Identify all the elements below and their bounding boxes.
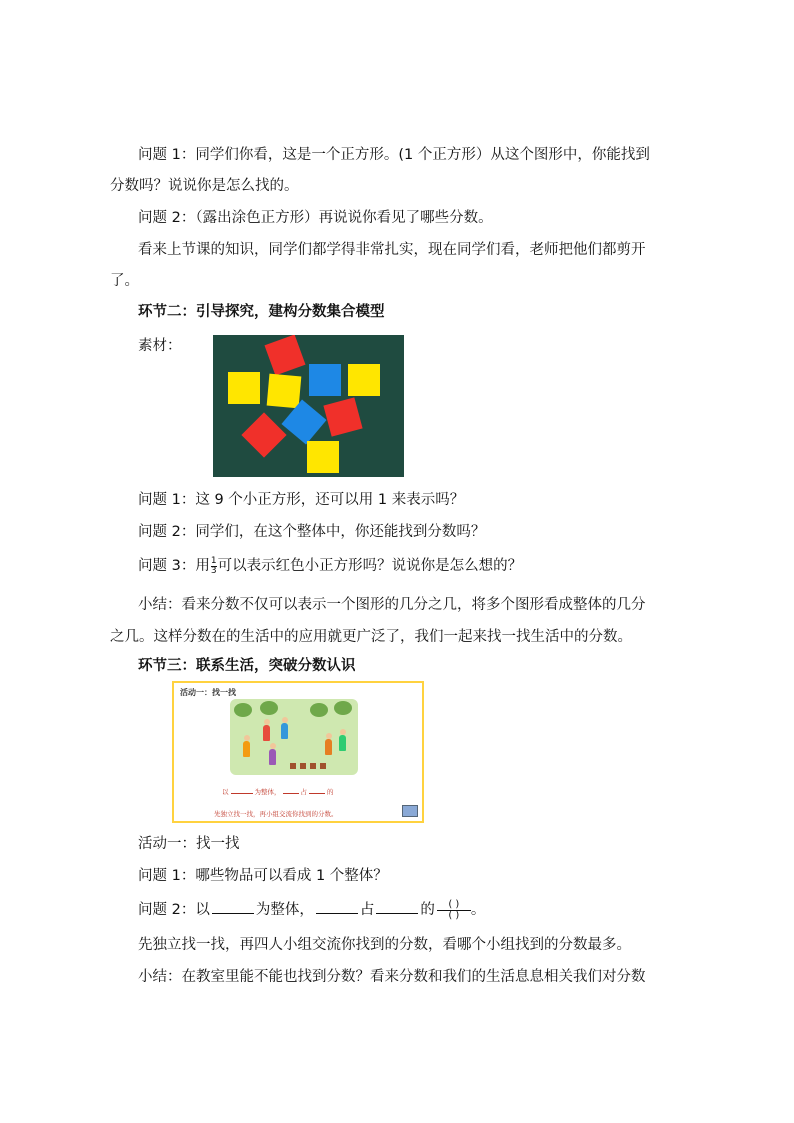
prompt-part: 的 — [327, 788, 334, 796]
question-2: 问题 2：同学们，在这个整体中，你还能找到分数吗？ — [138, 524, 486, 540]
fraction-numerator: ( ) — [448, 898, 460, 910]
activity-image-instruction: 先独立找一找，再小组交流你找到的分数。 — [214, 810, 338, 818]
question-3-suffix: 可以表示红色小正方形吗？说说你是怎么想的？ — [217, 558, 523, 574]
prompt-part: 为整体， — [254, 788, 281, 796]
question-part: 占 — [359, 902, 375, 918]
tree — [334, 701, 352, 715]
question-1: 问题 1：这 9 个小正方形，还可以用 1 来表示吗？ — [138, 492, 465, 508]
yellow-square — [267, 374, 302, 409]
child — [243, 741, 250, 757]
blank — [283, 786, 299, 794]
child — [269, 749, 276, 765]
yellow-square — [228, 372, 260, 404]
fraction-denominator: ( ) — [437, 910, 471, 921]
section2-title: 环节二：引导探究，建构分数集合模型 — [138, 304, 385, 320]
child — [339, 735, 346, 751]
para3-line1: 看来上节课的知识，同学们都学得非常扎实，现在同学们看，老师把他们都剪开 — [138, 242, 646, 258]
activity-title: 活动一：找一找 — [138, 836, 240, 852]
flower-pot — [290, 763, 296, 769]
activity-image-prompt — [222, 786, 334, 796]
instruction: 先独立找一找，再四人小组交流你找到的分数，看哪个小组找到的分数最多。 — [138, 937, 631, 953]
para1-line2: 分数吗？说说你是怎么找的。 — [110, 178, 299, 194]
yellow-square — [348, 364, 380, 396]
red-square — [264, 335, 305, 376]
book-icon — [402, 805, 418, 817]
child — [281, 723, 288, 739]
blank — [316, 899, 358, 914]
flower-pot — [310, 763, 316, 769]
flower-pot — [300, 763, 306, 769]
children-playground-scene — [230, 699, 358, 775]
material-label: 素材： — [138, 338, 182, 354]
summary2: 小结：在教室里能不能也找到分数？看来分数和我们的生活息息相关我们对分数 — [138, 969, 646, 985]
prompt-part: 以 — [222, 788, 229, 796]
activity-question-2 — [138, 899, 485, 921]
blank-fraction — [437, 900, 471, 921]
blank — [376, 899, 418, 914]
fraction-one-third — [211, 557, 217, 576]
tree — [234, 703, 252, 717]
question-part: 为整体， — [255, 902, 314, 918]
summary1-line1: 小结：看来分数不仅可以表示一个图形的几分之几，将多个图形看成整体的几分 — [138, 597, 646, 613]
activity-illustration — [172, 681, 424, 823]
question-end: 。 — [470, 902, 486, 918]
flower-pot — [320, 763, 326, 769]
tree — [260, 701, 278, 715]
activity-question-1: 问题 1：哪些物品可以看成 1 个整体？ — [138, 868, 388, 884]
tree — [310, 703, 328, 717]
fraction-numerator: 1 — [210, 555, 217, 566]
blank — [309, 786, 325, 794]
blue-square — [309, 364, 341, 396]
child — [325, 739, 332, 755]
red-square — [323, 397, 362, 436]
question-part: 问题 2：以 — [138, 902, 210, 918]
child — [263, 725, 270, 741]
fraction-denominator: 3 — [210, 565, 217, 576]
prompt-part: 占 — [300, 788, 307, 796]
yellow-square — [307, 441, 339, 473]
summary1-line2: 之几。这样分数在的生活中的应用就更广泛了，我们一起来找一找生活中的分数。 — [110, 629, 632, 645]
section3-title: 环节三：联系生活，突破分数认识 — [138, 658, 356, 674]
blank — [231, 786, 253, 794]
red-square — [241, 412, 286, 457]
question-3 — [138, 556, 522, 576]
para3-line2: 了。 — [110, 273, 139, 289]
activity-image-header: 活动一：找一找 — [180, 688, 236, 697]
para2: 问题 2：（露出涂色正方形）再说说你看见了哪些分数。 — [138, 210, 493, 226]
para1-line1: 问题 1：同学们你看，这是一个正方形。(1 个正方形）从这个图形中，你能找到 — [138, 147, 650, 163]
colored-squares-photo — [213, 335, 404, 477]
question-3-prefix: 问题 3：用 — [138, 558, 210, 574]
blank — [212, 899, 254, 914]
question-part: 的 — [420, 902, 435, 918]
